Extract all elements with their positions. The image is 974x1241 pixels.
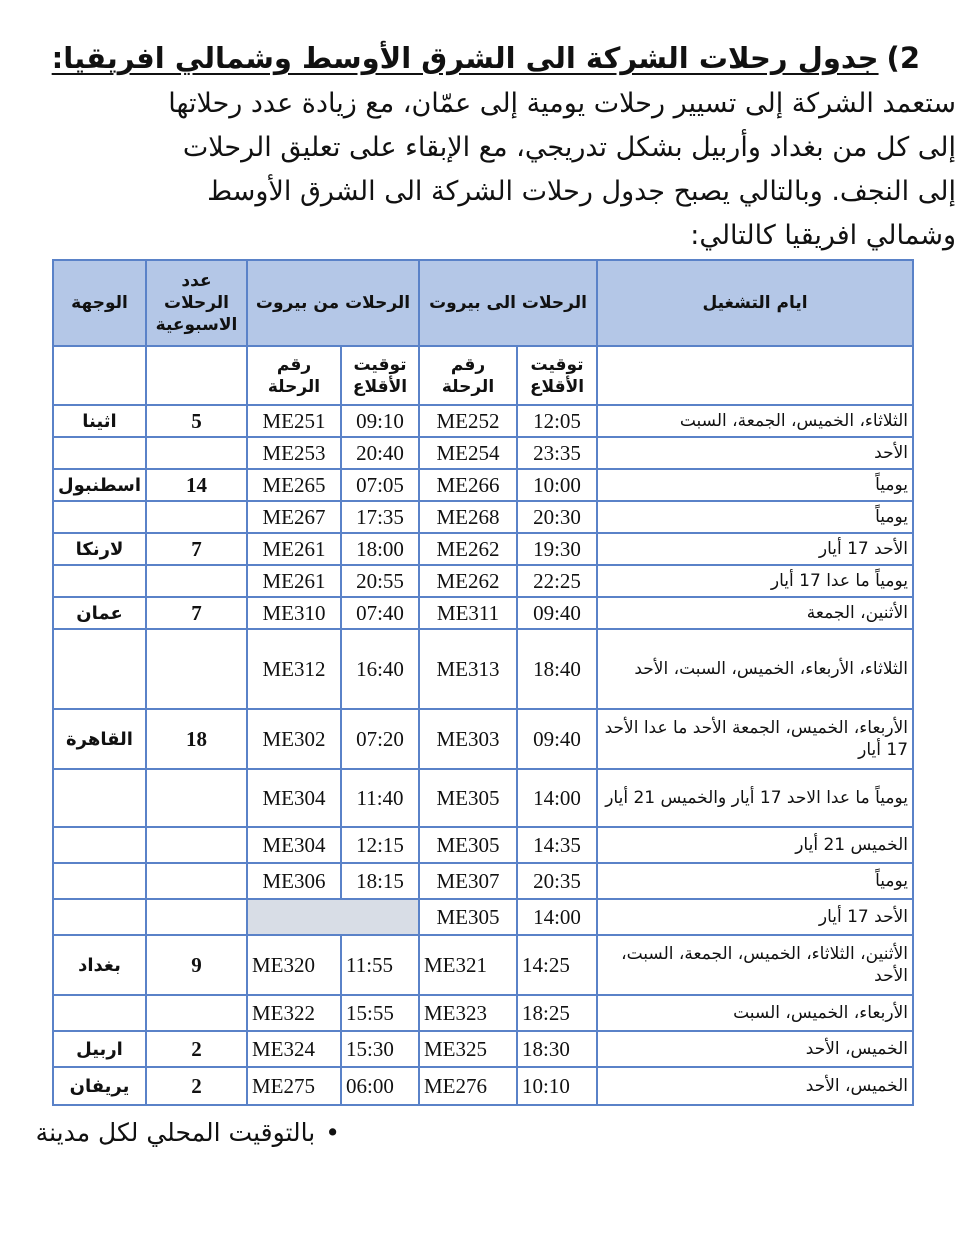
- weekly-count-cell: [146, 565, 247, 597]
- destination-cell: بغداد: [53, 935, 146, 995]
- intro-paragraph: [36, 82, 956, 258]
- to-beirut-departure-cell: 18:25: [517, 995, 597, 1031]
- section-number: 2): [886, 41, 920, 75]
- from-beirut-flight-cell: ME306: [247, 863, 341, 899]
- table-subheader-row: [53, 346, 913, 405]
- header-to-beirut: الرحلات الى بيروت: [419, 260, 597, 346]
- weekly-count-cell: [146, 899, 247, 935]
- from-beirut-departure-cell: 07:40: [341, 597, 419, 629]
- section-title: جدول رحلات الشركة الى الشرق الأوسط وشمالي افريقيا:: [51, 41, 879, 75]
- to-beirut-departure-cell: 18:30: [517, 1031, 597, 1067]
- from-beirut-flight-cell: ME275: [247, 1067, 341, 1105]
- weekly-count-cell: 9: [146, 935, 247, 995]
- from-beirut-departure-cell: 11:40: [341, 769, 419, 827]
- operating-days-cell: يومياً: [597, 469, 913, 501]
- table-row: [53, 469, 913, 501]
- destination-cell: يريفان: [53, 1067, 146, 1105]
- to-beirut-departure-cell: 23:35: [517, 437, 597, 469]
- destination-cell: [53, 565, 146, 597]
- intro-line: إلى كل من بغداد وأربيل بشكل تدريجي، مع الإبقاء على تعليق الرحلات: [182, 132, 956, 163]
- table-row: [53, 437, 913, 469]
- subheader-to-flight: رقم الرحلة: [419, 346, 517, 405]
- footnote-text: بالتوقيت المحلي لكل مدينة: [35, 1118, 316, 1147]
- from-beirut-departure-cell: 07:20: [341, 709, 419, 769]
- to-beirut-departure-cell: 10:10: [517, 1067, 597, 1105]
- weekly-count-cell: [146, 501, 247, 533]
- operating-days-cell: الأربعاء، الخميس، الجمعة الأحد ما عدا الأحد 17 أيار: [597, 709, 913, 769]
- table-row: [53, 935, 913, 995]
- weekly-count-cell: 2: [146, 1031, 247, 1067]
- from-beirut-flight-cell: ME312: [247, 629, 341, 709]
- from-beirut-departure-cell: 20:55: [341, 565, 419, 597]
- header-weekly-count: عدد الرحلات الاسبوعية: [146, 260, 247, 346]
- to-beirut-departure-cell: 09:40: [517, 709, 597, 769]
- table-row: [53, 1067, 913, 1105]
- destination-cell: اربيل: [53, 1031, 146, 1067]
- destination-cell: القاهرة: [53, 709, 146, 769]
- to-beirut-departure-cell: 20:30: [517, 501, 597, 533]
- from-beirut-departure-cell: 15:30: [341, 1031, 419, 1067]
- to-beirut-flight-cell: ME252: [419, 405, 517, 437]
- destination-cell: [53, 863, 146, 899]
- flight-schedule-table: [52, 259, 914, 1106]
- from-beirut-flight-cell: ME322: [247, 995, 341, 1031]
- weekly-count-cell: 5: [146, 405, 247, 437]
- from-beirut-flight-cell: ME302: [247, 709, 341, 769]
- operating-days-cell: الخميس، الأحد: [597, 1031, 913, 1067]
- subheader-empty: [597, 346, 913, 405]
- header-days: ايام التشغيل: [597, 260, 913, 346]
- from-beirut-departure-cell: 18:15: [341, 863, 419, 899]
- header-destination: الوجهة: [53, 260, 146, 346]
- to-beirut-flight-cell: ME262: [419, 565, 517, 597]
- from-beirut-departure-cell: 18:00: [341, 533, 419, 565]
- operating-days-cell: الأحد: [597, 437, 913, 469]
- to-beirut-flight-cell: ME303: [419, 709, 517, 769]
- table-row: [53, 899, 913, 935]
- table-row: [53, 827, 913, 863]
- from-beirut-departure-cell: 16:40: [341, 629, 419, 709]
- table-row: [53, 405, 913, 437]
- weekly-count-cell: 7: [146, 597, 247, 629]
- from-beirut-departure-cell: 06:00: [341, 1067, 419, 1105]
- header-from-beirut: الرحلات من بيروت: [247, 260, 419, 346]
- from-beirut-flight-cell: ME304: [247, 769, 341, 827]
- to-beirut-departure-cell: 22:25: [517, 565, 597, 597]
- table-row: [53, 995, 913, 1031]
- to-beirut-flight-cell: ME266: [419, 469, 517, 501]
- from-beirut-flight-cell: ME261: [247, 565, 341, 597]
- to-beirut-departure-cell: 14:35: [517, 827, 597, 863]
- table-row: [53, 863, 913, 899]
- destination-cell: [53, 437, 146, 469]
- destination-cell: لارنكا: [53, 533, 146, 565]
- to-beirut-flight-cell: ME305: [419, 899, 517, 935]
- destination-cell: عمان: [53, 597, 146, 629]
- to-beirut-flight-cell: ME323: [419, 995, 517, 1031]
- operating-days-cell: يومياً: [597, 501, 913, 533]
- table-row: [53, 629, 913, 709]
- to-beirut-departure-cell: 19:30: [517, 533, 597, 565]
- weekly-count-cell: 18: [146, 709, 247, 769]
- to-beirut-departure-cell: 14:00: [517, 899, 597, 935]
- to-beirut-flight-cell: ME262: [419, 533, 517, 565]
- operating-days-cell: يومياً ما عدا 17 أيار: [597, 565, 913, 597]
- destination-cell: [53, 827, 146, 863]
- intro-line: وشمالي افريقيا كالتالي:: [690, 220, 956, 251]
- destination-cell: [53, 995, 146, 1031]
- to-beirut-flight-cell: ME321: [419, 935, 517, 995]
- operating-days-cell: الخميس 21 أيار: [597, 827, 913, 863]
- section-heading: [40, 38, 920, 78]
- table-row: [53, 1031, 913, 1067]
- table-row: [53, 769, 913, 827]
- footnote: [36, 1116, 340, 1150]
- to-beirut-departure-cell: 14:25: [517, 935, 597, 995]
- to-beirut-flight-cell: ME276: [419, 1067, 517, 1105]
- to-beirut-flight-cell: ME313: [419, 629, 517, 709]
- destination-cell: [53, 629, 146, 709]
- from-beirut-departure-cell: 12:15: [341, 827, 419, 863]
- from-beirut-flight-cell: ME304: [247, 827, 341, 863]
- from-beirut-flight-cell: ME267: [247, 501, 341, 533]
- from-beirut-flight-cell: ME324: [247, 1031, 341, 1067]
- from-beirut-departure-cell: 17:35: [341, 501, 419, 533]
- subheader-empty: [146, 346, 247, 405]
- from-beirut-flight-cell: ME251: [247, 405, 341, 437]
- subheader-from-departure: توقيت الأقلاع: [341, 346, 419, 405]
- weekly-count-cell: [146, 863, 247, 899]
- from-beirut-departure-cell: 11:55: [341, 935, 419, 995]
- operating-days-cell: الأحد 17 أيار: [597, 899, 913, 935]
- to-beirut-flight-cell: ME311: [419, 597, 517, 629]
- operating-days-cell: الخميس، الأحد: [597, 1067, 913, 1105]
- from-beirut-flight-cell: ME265: [247, 469, 341, 501]
- table-header-row: [53, 260, 913, 346]
- weekly-count-cell: [146, 995, 247, 1031]
- intro-line: ستعمد الشركة إلى تسيير رحلات يومية إلى عمّان، مع زيادة عدد رحلاتها: [168, 88, 956, 119]
- table-row: [53, 709, 913, 769]
- operating-days-cell: يومياً ما عدا الاحد 17 أيار والخميس 21 أيار: [597, 769, 913, 827]
- weekly-count-cell: 2: [146, 1067, 247, 1105]
- destination-cell: [53, 501, 146, 533]
- to-beirut-departure-cell: 14:00: [517, 769, 597, 827]
- operating-days-cell: يومياً: [597, 863, 913, 899]
- destination-cell: [53, 769, 146, 827]
- to-beirut-departure-cell: 12:05: [517, 405, 597, 437]
- destination-cell: اثينا: [53, 405, 146, 437]
- to-beirut-departure-cell: 20:35: [517, 863, 597, 899]
- table-row: [53, 597, 913, 629]
- table-row: [53, 533, 913, 565]
- table-row: [53, 565, 913, 597]
- weekly-count-cell: [146, 827, 247, 863]
- weekly-count-cell: 14: [146, 469, 247, 501]
- from-beirut-flight-cell: ME310: [247, 597, 341, 629]
- operating-days-cell: الثلاثاء، الخميس، الجمعة، السبت: [597, 405, 913, 437]
- from-beirut-flight-cell: ME320: [247, 935, 341, 995]
- weekly-count-cell: [146, 769, 247, 827]
- from-beirut-departure-cell: 15:55: [341, 995, 419, 1031]
- subheader-empty: [53, 346, 146, 405]
- operating-days-cell: الأثنين، الثلاثاء، الخميس، الجمعة، السبت، الأحد: [597, 935, 913, 995]
- to-beirut-flight-cell: ME268: [419, 501, 517, 533]
- subheader-to-departure: توقيت الأقلاع: [517, 346, 597, 405]
- destination-cell: اسطنبول: [53, 469, 146, 501]
- destination-cell: [53, 899, 146, 935]
- bullet-icon: •: [325, 1118, 340, 1147]
- weekly-count-cell: 7: [146, 533, 247, 565]
- operating-days-cell: الأحد 17 أيار: [597, 533, 913, 565]
- table-row: [53, 501, 913, 533]
- from-beirut-departure-cell: 20:40: [341, 437, 419, 469]
- to-beirut-departure-cell: 10:00: [517, 469, 597, 501]
- to-beirut-flight-cell: ME307: [419, 863, 517, 899]
- to-beirut-flight-cell: ME325: [419, 1031, 517, 1067]
- to-beirut-flight-cell: ME254: [419, 437, 517, 469]
- to-beirut-flight-cell: ME305: [419, 769, 517, 827]
- from-beirut-departure-cell: 09:10: [341, 405, 419, 437]
- weekly-count-cell: [146, 629, 247, 709]
- from-beirut-departure-cell: 07:05: [341, 469, 419, 501]
- to-beirut-departure-cell: 09:40: [517, 597, 597, 629]
- from-beirut-flight-cell: ME261: [247, 533, 341, 565]
- to-beirut-departure-cell: 18:40: [517, 629, 597, 709]
- from-beirut-flight-cell: ME253: [247, 437, 341, 469]
- to-beirut-flight-cell: ME305: [419, 827, 517, 863]
- subheader-from-flight: رقم الرحلة: [247, 346, 341, 405]
- weekly-count-cell: [146, 437, 247, 469]
- operating-days-cell: الثلاثاء، الأربعاء، الخميس، السبت، الأحد: [597, 629, 913, 709]
- intro-line: إلى النجف. وبالتالي يصبح جدول رحلات الشركة الى الشرق الأوسط: [207, 176, 956, 207]
- operating-days-cell: الأثنين، الجمعة: [597, 597, 913, 629]
- operating-days-cell: الأربعاء، الخميس، السبت: [597, 995, 913, 1031]
- from-beirut-empty-cell: [247, 899, 419, 935]
